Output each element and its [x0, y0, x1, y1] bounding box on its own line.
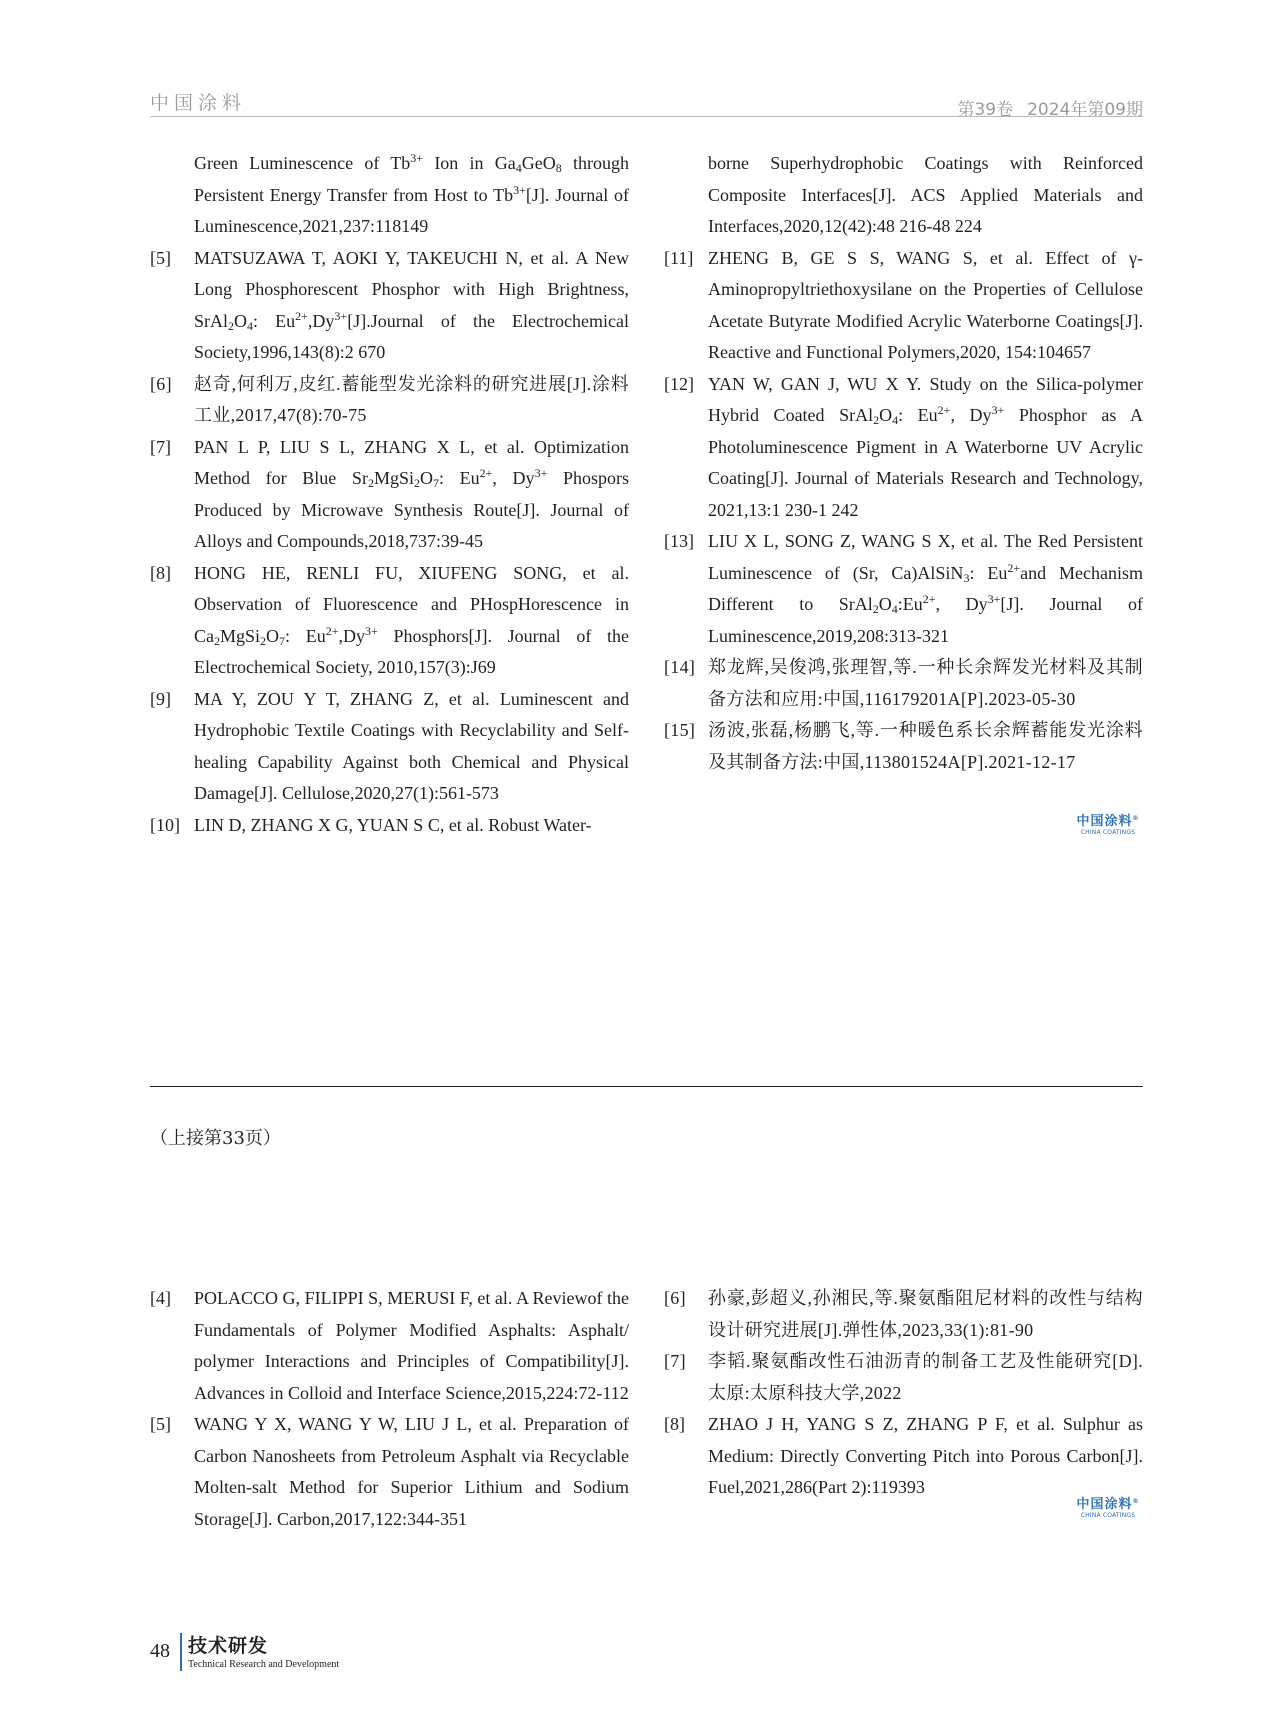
footer-accent-bar [180, 1633, 182, 1671]
reference-text: LIN D, ZHANG X G, YUAN S C, et al. Robust Water- [194, 814, 592, 835]
references-bottom-left [150, 1283, 629, 1535]
reference-text: 赵奇,何利万,皮红.蓄能型发光涂料的研究进展[J].涂料工业,2017,47(8):70-75 [194, 373, 629, 425]
reference-text: WANG Y X, WANG Y W, LIU J L, et al. Preparation of Carbon Nanosheets from Petroleum Asphalt via Recyclable Molten-salt Method for Superior Lithium and Sodium Storage[J]. Carbon,2017,122:344-351 [194, 1414, 629, 1529]
reference-text: 李韬.聚氨酯改性石油沥青的制备工艺及性能研究[D].太原:太原科技大学,2022 [708, 1351, 1143, 1403]
reference-number: [7] [150, 436, 171, 457]
references-bottom-right [664, 1283, 1143, 1504]
reference-number: [4] [150, 1288, 171, 1308]
page-number: 48 [150, 1640, 170, 1662]
reference-entry [150, 148, 629, 243]
reference-text: borne Superhydrophobic Coatings with Reinforced Composite Interfaces[J]. ACS Applied Materials and Interfaces,2020,12(42):48 216-48 224 [708, 153, 1143, 236]
reference-text: 汤波,张磊,杨鹏飞,等.一种暖色系长余辉蓄能发光涂料及其制备方法:中国,113801524A[P].2021-12-17 [708, 720, 1143, 772]
header-divider [150, 116, 1143, 117]
reference-number: [9] [150, 688, 171, 709]
reference-entry [150, 684, 629, 810]
reference-number: [15] [664, 720, 696, 740]
references-top-right [664, 148, 1143, 778]
section-subtitle: Technical Research and Development [188, 1659, 340, 1670]
reference-text: ZHENG B, GE S S, WANG S, et al. Effect of γ-Aminopropyltriethoxysilane on the Properties of Cellulose Acetate Butyrate Modified Acrylic Waterborne Coatings[J]. Reactive and Functional Polymers,2020, 154:104657 [708, 247, 1143, 362]
reference-number: [12] [664, 373, 694, 394]
reference-entry [150, 810, 629, 842]
reference-number: [6] [664, 1288, 686, 1308]
reference-entry [664, 148, 1143, 243]
volume-label: 第39卷 [957, 100, 1014, 120]
reference-text: HONG HE, RENLI FU, XIUFENG SONG, et al. Observation of Fluorescence and PHospHorescence in $Ca_2MgSi_2O_7$: $Eu^{2+},Dy^{3+}$ Phosphors[J]. Journal of the Electrochemical Society, 2010,157(3):J69 [194, 562, 630, 677]
reference-entry [150, 1283, 629, 1409]
reference-number: [13] [664, 531, 694, 551]
reference-entry [664, 1409, 1143, 1504]
reference-text: MA Y, ZOU Y T, ZHANG Z, et al. Luminescent and Hydrophobic Textile Coatings with Recyclability and Self-healing Capability Against both Chemical and Physical Damage[J]. Cellulose,2020,27(1):561-573 [194, 688, 629, 803]
reference-number: [10] [150, 814, 180, 835]
reference-entry [150, 369, 629, 432]
reference-number: [7] [664, 1351, 686, 1371]
reference-entry [664, 652, 1143, 715]
reference-number: [11] [664, 247, 694, 268]
section-title: 技术研发 [188, 1635, 269, 1657]
reference-entry [150, 1409, 629, 1535]
china-coatings-logo: 中国涂料® CHINA COATINGS [1076, 814, 1140, 836]
reference-entry [664, 369, 1143, 527]
issue-label: 2024年第09期 [1027, 100, 1143, 120]
china-coatings-logo-2: 中国涂料® CHINA COATINGS [1076, 1497, 1140, 1519]
reference-number: [8] [150, 562, 171, 583]
reference-number: [5] [150, 1414, 171, 1434]
reference-entry [150, 558, 629, 684]
references-top-left [150, 148, 629, 841]
journal-name: 中国涂料 [150, 92, 247, 114]
reference-text: 孙豪,彭超义,孙湘民,等.聚氨酯阻尼材料的改性与结构设计研究进展[J].弹性体,2023,33(1):81-90 [708, 1288, 1143, 1340]
reference-number: [6] [150, 373, 172, 394]
reference-number: [8] [664, 1414, 685, 1434]
reference-entry [150, 432, 629, 558]
reference-text: ZHAO J H, YANG S Z, ZHANG P F, et al. Sulphur as Medium: Directly Converting Pitch into Porous Carbon[J]. Fuel,2021,286(Part 2):119393 [708, 1414, 1143, 1497]
continued-label: （上接第33页） [150, 1128, 281, 1149]
reference-text: YAN W, GAN J, WU X Y. Study on the Silica-polymer Hybrid Coated $SrAl_2O_4$: $Eu^{2+}$, $Dy^{3+}$ Phosphor as A Photoluminescence Pigment in A Waterborne UV Acrylic Coating[J]. Journal of Materials Research and Technology, 2021,13:1 230-1 242 [708, 373, 1143, 520]
reference-entry [664, 526, 1143, 652]
reference-entry [150, 243, 629, 369]
reference-number: [14] [664, 657, 696, 677]
reference-text: LIU X L, SONG Z, WANG S X, et al. The Red Persistent Luminescence of (Sr, Ca)AlSiN$_3$: $Eu^{2+}and$ Mechanism Different to $SrAl_2O_4:Eu^{2+}$, $Dy^{3+}[J]$. Journal of Luminescence,2019,208:313-321 [708, 531, 1143, 646]
section-divider [150, 1086, 1143, 1087]
reference-entry [664, 1283, 1143, 1346]
reference-text: 郑龙辉,吴俊鸿,张理智,等.一种长余辉发光材料及其制备方法和应用:中国,116179201A[P].2023-05-30 [708, 657, 1143, 709]
reference-text: PAN L P, LIU S L, ZHANG X L, et al. Optimization Method for Blue $Sr_2MgSi_2O_7$: $Eu^{2+}$, $Dy^{3+}$ Phospors Produced by Microwave Synthesis Route[J]. Journal of Alloys and Compounds,2018,737:39-45 [194, 436, 630, 551]
reference-text: Green Luminescence of $Tb^{3+}$ Ion in $Ga_4GeO_8$ through Persistent Energy Transfer from Host to $Tb^{3+}[J]$. Journal of Luminescence,2021,237:118149 [194, 151, 629, 236]
reference-text: POLACCO G, FILIPPI S, MERUSI F, et al. A Reviewof the Fundamentals of Polymer Modified Asphalts: Asphalt/ polymer Interactions and Principles of Compatibility[J]. Advances in Colloid and Interface Science,2015,224:72-112 [194, 1288, 629, 1403]
reference-number: [5] [150, 247, 171, 268]
reference-entry [664, 715, 1143, 778]
reference-entry [664, 1346, 1143, 1409]
reference-entry [664, 243, 1143, 369]
reference-text: MATSUZAWA T, AOKI Y, TAKEUCHI N, et al. A New Long Phosphorescent Phosphor with High Brightness, $SrAl_2O_4$: $Eu^{2+},Dy^{3+}[J].Journal$ of the Electrochemical Society,1996,143(8):2 670 [194, 247, 629, 362]
